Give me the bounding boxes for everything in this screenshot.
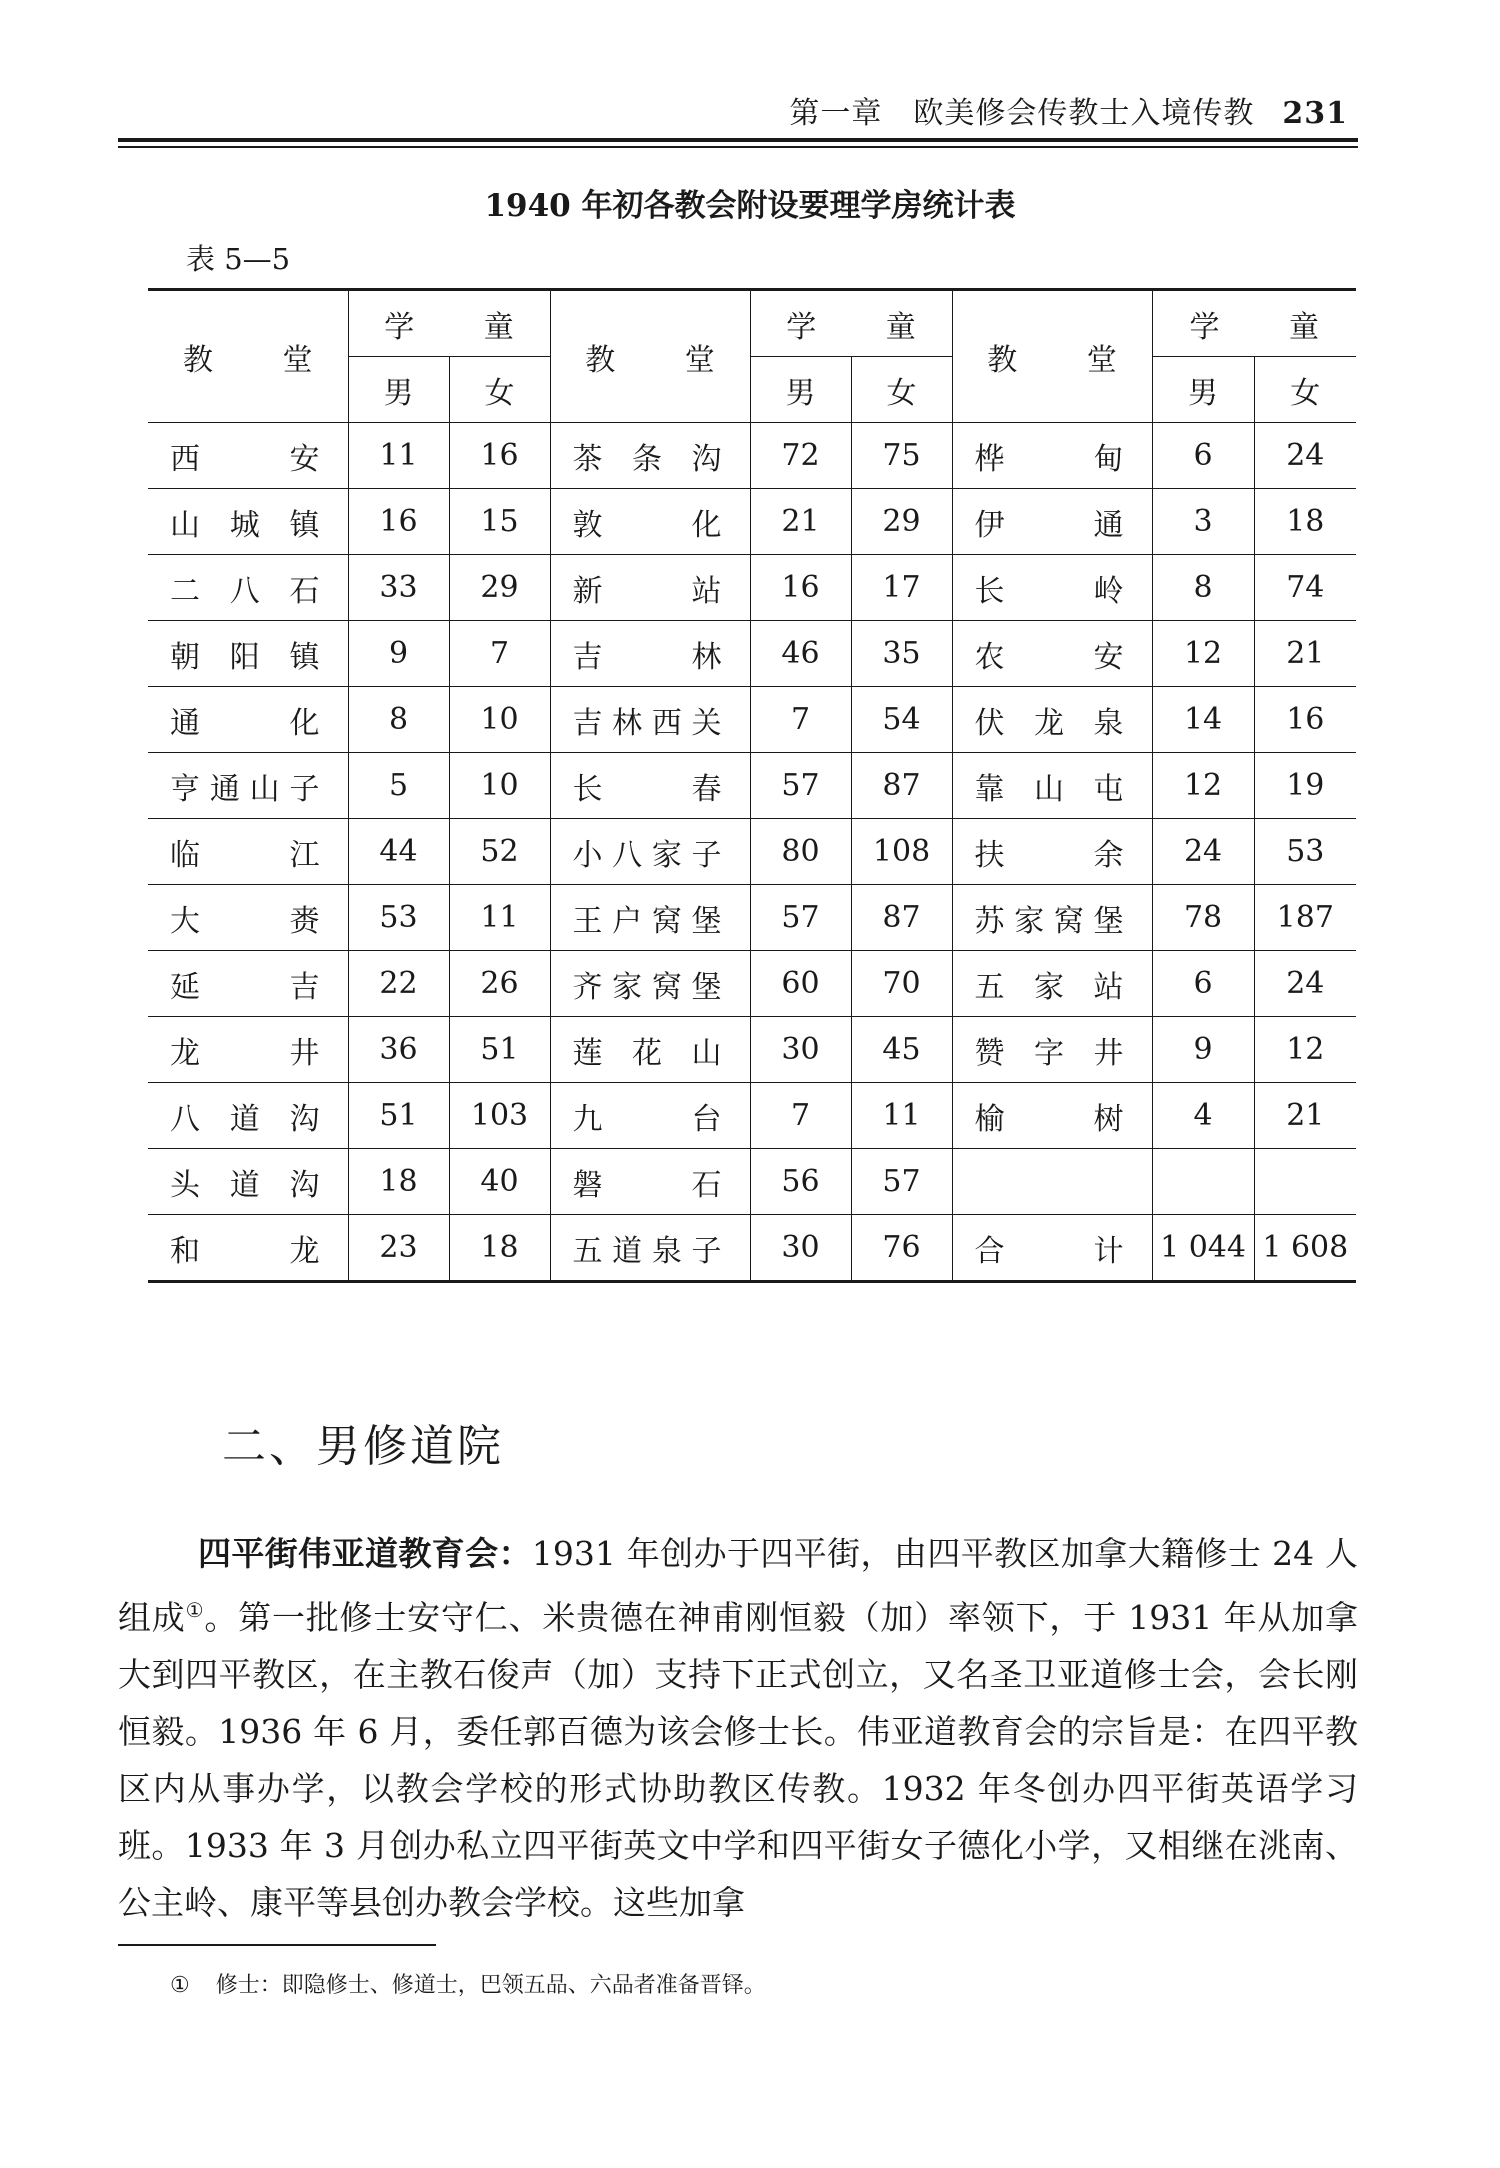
female-count-cell: 70 xyxy=(851,951,952,1017)
male-count-cell: 51 xyxy=(348,1083,449,1149)
church-name-cell: 头道沟 xyxy=(148,1149,348,1215)
chapter-title: 第一章 欧美修会传教士入境传教 xyxy=(789,96,1255,131)
male-count-cell: 16 xyxy=(750,555,851,621)
male-count-cell: 24 xyxy=(1152,819,1254,885)
church-name-cell: 新站 xyxy=(550,555,750,621)
male-count-cell: 9 xyxy=(348,621,449,687)
church-name-cell: 桦甸 xyxy=(952,423,1152,489)
male-count-cell: 3 xyxy=(1152,489,1254,555)
church-name-cell: 赞字井 xyxy=(952,1017,1152,1083)
male-count-cell: 8 xyxy=(1152,555,1254,621)
female-count-cell: 15 xyxy=(449,489,550,555)
column-header-male: 男 xyxy=(1152,357,1254,423)
church-name-cell: 西安 xyxy=(148,423,348,489)
male-count-cell: 18 xyxy=(348,1149,449,1215)
male-count-cell: 53 xyxy=(348,885,449,951)
male-count-cell: 4 xyxy=(1152,1083,1254,1149)
footnote-mark: ① xyxy=(170,1973,190,1998)
male-count-cell: 5 xyxy=(348,753,449,819)
female-count-cell: 53 xyxy=(1254,819,1356,885)
female-count-cell: 19 xyxy=(1254,753,1356,819)
church-name-cell: 伊通 xyxy=(952,489,1152,555)
female-count-cell: 40 xyxy=(449,1149,550,1215)
table-row xyxy=(148,753,1356,819)
female-count-cell: 187 xyxy=(1254,885,1356,951)
female-count-cell: 11 xyxy=(449,885,550,951)
table-row xyxy=(148,819,1356,885)
church-name-cell: 临江 xyxy=(148,819,348,885)
table-row xyxy=(148,621,1356,687)
church-name-cell: 朝阳镇 xyxy=(148,621,348,687)
male-count-cell: 1 044 xyxy=(1152,1215,1254,1282)
running-header xyxy=(118,88,1358,138)
female-count-cell: 54 xyxy=(851,687,952,753)
church-name-cell: 合计 xyxy=(952,1215,1152,1282)
male-count-cell: 78 xyxy=(1152,885,1254,951)
male-count-cell: 80 xyxy=(750,819,851,885)
column-header-male: 男 xyxy=(348,357,449,423)
male-count-cell: 30 xyxy=(750,1215,851,1282)
footnote-text: 修士：即隐修士、修道士，巴领五品、六品者准备晋铎。 xyxy=(215,1973,766,1998)
female-count-cell: 108 xyxy=(851,819,952,885)
church-name-cell: 齐家窝堡 xyxy=(550,951,750,1017)
male-count-cell: 33 xyxy=(348,555,449,621)
church-name-cell: 山城镇 xyxy=(148,489,348,555)
table-row xyxy=(148,951,1356,1017)
table-row xyxy=(148,1149,1356,1215)
male-count-cell: 21 xyxy=(750,489,851,555)
table-row xyxy=(148,1215,1356,1282)
male-count-cell: 6 xyxy=(1152,423,1254,489)
table-row xyxy=(148,555,1356,621)
table-row xyxy=(148,1017,1356,1083)
male-count-cell: 46 xyxy=(750,621,851,687)
male-count-cell: 12 xyxy=(1152,753,1254,819)
church-name-cell: 五家站 xyxy=(952,951,1152,1017)
church-name-cell: 吉林 xyxy=(550,621,750,687)
section-heading: 二、男修道院 xyxy=(222,1421,504,1472)
church-name-cell: 茶条沟 xyxy=(550,423,750,489)
female-count-cell: 16 xyxy=(1254,687,1356,753)
table-label: 表 5—5 xyxy=(186,242,291,276)
body-paragraph xyxy=(118,1525,1358,1931)
male-count-cell: 72 xyxy=(750,423,851,489)
table-body xyxy=(148,423,1356,1282)
column-header-church: 教 堂 xyxy=(952,290,1152,423)
table-row xyxy=(148,687,1356,753)
female-count-cell: 18 xyxy=(1254,489,1356,555)
female-count-cell: 45 xyxy=(851,1017,952,1083)
female-count-cell: 52 xyxy=(449,819,550,885)
female-count-cell: 103 xyxy=(449,1083,550,1149)
male-count-cell: 7 xyxy=(750,1083,851,1149)
male-count-cell: 23 xyxy=(348,1215,449,1282)
column-header-students: 学 童 xyxy=(348,290,550,357)
female-count-cell: 57 xyxy=(851,1149,952,1215)
church-name-cell: 小八家子 xyxy=(550,819,750,885)
column-header-church: 教 堂 xyxy=(550,290,750,423)
church-name-cell: 和龙 xyxy=(148,1215,348,1282)
female-count-cell: 17 xyxy=(851,555,952,621)
male-count-cell: 8 xyxy=(348,687,449,753)
table-row xyxy=(148,885,1356,951)
female-count-cell: 24 xyxy=(1254,423,1356,489)
paragraph-lead: 四平街伟亚道教育会： xyxy=(198,1534,532,1573)
church-name-cell: 九台 xyxy=(550,1083,750,1149)
church-name-cell: 亨通山子 xyxy=(148,753,348,819)
church-name-cell: 长岭 xyxy=(952,555,1152,621)
church-name-cell: 延吉 xyxy=(148,951,348,1017)
male-count-cell: 56 xyxy=(750,1149,851,1215)
page-number: 231 xyxy=(1282,96,1348,131)
female-count-cell: 16 xyxy=(449,423,550,489)
female-count-cell: 7 xyxy=(449,621,550,687)
female-count-cell: 29 xyxy=(851,489,952,555)
female-count-cell: 12 xyxy=(1254,1017,1356,1083)
table-row xyxy=(148,1083,1356,1149)
male-count-cell xyxy=(1152,1149,1254,1215)
male-count-cell: 11 xyxy=(348,423,449,489)
male-count-cell: 30 xyxy=(750,1017,851,1083)
male-count-cell: 36 xyxy=(348,1017,449,1083)
church-name-cell: 苏家窝堡 xyxy=(952,885,1152,951)
female-count-cell: 21 xyxy=(1254,621,1356,687)
female-count-cell: 10 xyxy=(449,687,550,753)
paragraph-text-part2: 。第一批修士安守仁、米贵德在神甫刚恒毅（加）率领下，于 1931 年从加拿大到四平教区，在主教石俊声（加）支持下正式创立，又名圣卫亚道修士会，会长刚恒毅。1936 年 6 月，委任郭百德为该会修士长。伟亚道教育会的宗旨是：在四平教区内从事办学，以教会学校的形式协助教区传教。1932 年冬创办四平街英语学习班。1933 年 3 月创办私立四平街英文中学和四平街女子德化小学，又相继在洮南、公主岭、康平等县创办教会学校。这些加拿 xyxy=(118,1598,1358,1922)
male-count-cell: 7 xyxy=(750,687,851,753)
church-name-cell: 大赉 xyxy=(148,885,348,951)
female-count-cell: 24 xyxy=(1254,951,1356,1017)
male-count-cell: 57 xyxy=(750,753,851,819)
female-count-cell: 1 608 xyxy=(1254,1215,1356,1282)
column-header-students: 学 童 xyxy=(750,290,952,357)
church-name-cell: 伏龙泉 xyxy=(952,687,1152,753)
male-count-cell: 22 xyxy=(348,951,449,1017)
table-row xyxy=(148,423,1356,489)
table-row xyxy=(148,489,1356,555)
female-count-cell: 87 xyxy=(851,885,952,951)
church-name-cell: 扶余 xyxy=(952,819,1152,885)
column-header-students: 学 童 xyxy=(1152,290,1356,357)
female-count-cell: 35 xyxy=(851,621,952,687)
male-count-cell: 57 xyxy=(750,885,851,951)
church-name-cell: 莲花山 xyxy=(550,1017,750,1083)
footnote xyxy=(170,1968,766,1999)
church-name-cell: 榆树 xyxy=(952,1083,1152,1149)
header-text xyxy=(789,88,1348,132)
church-name-cell: 敦化 xyxy=(550,489,750,555)
church-name-cell: 八道沟 xyxy=(148,1083,348,1149)
church-name-cell xyxy=(952,1149,1152,1215)
female-count-cell: 26 xyxy=(449,951,550,1017)
church-name-cell: 农安 xyxy=(952,621,1152,687)
male-count-cell: 6 xyxy=(1152,951,1254,1017)
male-count-cell: 12 xyxy=(1152,621,1254,687)
table-title: 1940 年初各教会附设要理学房统计表 xyxy=(484,188,1016,224)
female-count-cell: 76 xyxy=(851,1215,952,1282)
column-header-female: 女 xyxy=(851,357,952,423)
church-name-cell: 龙井 xyxy=(148,1017,348,1083)
paragraph-text-part1: 1931 年创办于四平街，由四平教区加拿大籍修士 24 人组成 xyxy=(118,1534,1358,1637)
column-header-female: 女 xyxy=(1254,357,1356,423)
male-count-cell: 60 xyxy=(750,951,851,1017)
female-count-cell: 87 xyxy=(851,753,952,819)
male-count-cell: 14 xyxy=(1152,687,1254,753)
female-count-cell: 21 xyxy=(1254,1083,1356,1149)
church-name-cell: 五道泉子 xyxy=(550,1215,750,1282)
statistics-table xyxy=(148,288,1356,1283)
female-count-cell: 51 xyxy=(449,1017,550,1083)
female-count-cell xyxy=(1254,1149,1356,1215)
header-row-1 xyxy=(148,290,1356,357)
female-count-cell: 75 xyxy=(851,423,952,489)
header-rule-thick xyxy=(118,138,1358,142)
male-count-cell: 9 xyxy=(1152,1017,1254,1083)
female-count-cell: 10 xyxy=(449,753,550,819)
female-count-cell: 11 xyxy=(851,1083,952,1149)
footnote-reference: ① xyxy=(185,1598,205,1622)
church-name-cell: 靠山屯 xyxy=(952,753,1152,819)
church-name-cell: 吉林西关 xyxy=(550,687,750,753)
header-rule-thin xyxy=(118,146,1358,148)
male-count-cell: 44 xyxy=(348,819,449,885)
church-name-cell: 二八石 xyxy=(148,555,348,621)
female-count-cell: 29 xyxy=(449,555,550,621)
church-name-cell: 磐石 xyxy=(550,1149,750,1215)
male-count-cell: 16 xyxy=(348,489,449,555)
female-count-cell: 74 xyxy=(1254,555,1356,621)
church-name-cell: 通化 xyxy=(148,687,348,753)
footnote-rule xyxy=(118,1944,436,1946)
female-count-cell: 18 xyxy=(449,1215,550,1282)
church-name-cell: 王户窝堡 xyxy=(550,885,750,951)
column-header-church: 教 堂 xyxy=(148,290,348,423)
column-header-male: 男 xyxy=(750,357,851,423)
church-name-cell: 长春 xyxy=(550,753,750,819)
column-header-female: 女 xyxy=(449,357,550,423)
